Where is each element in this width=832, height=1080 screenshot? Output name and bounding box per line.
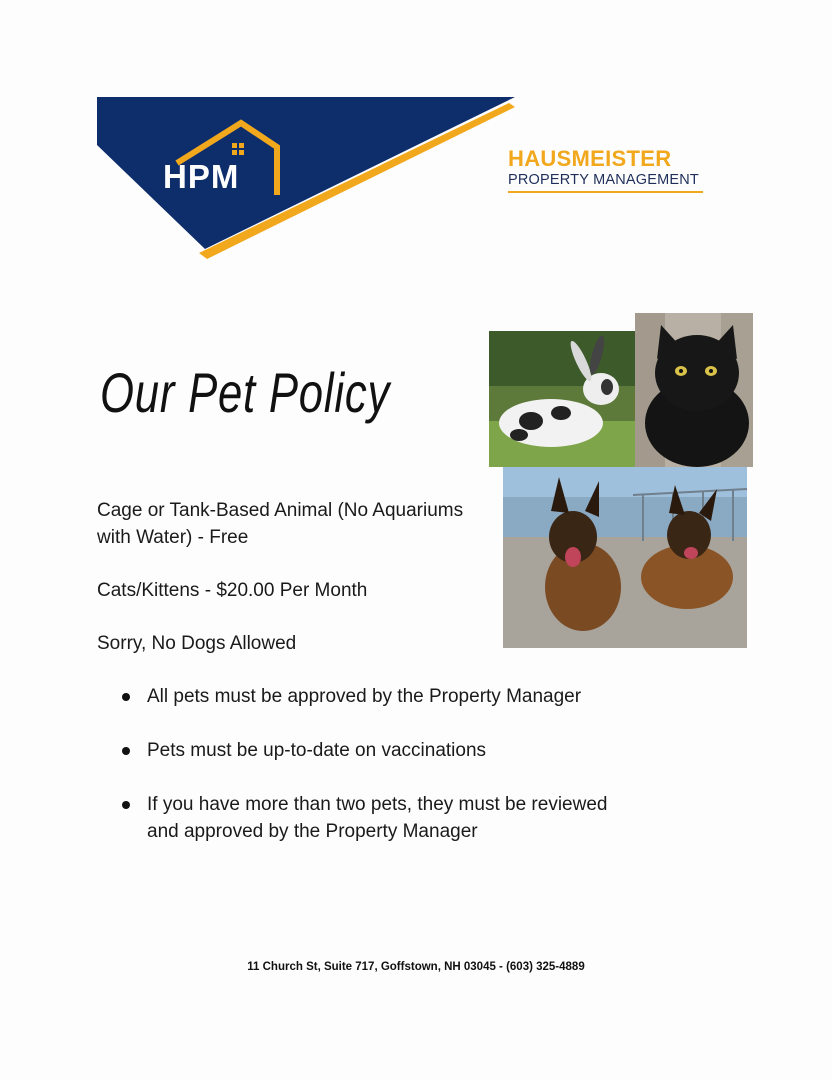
brand-name: HAUSMEISTER [508,146,672,171]
rabbit-photo [489,331,635,467]
policy-cats: Cats/Kittens - $20.00 Per Month [97,580,368,601]
policy-dogs: Sorry, No Dogs Allowed [97,633,297,654]
pet-rules-list [97,683,717,872]
logo-mark [163,159,239,195]
bullet-icon [122,747,130,755]
rule-text: If you have more than two pets, they must be reviewed and approved by the Property Manager [147,794,608,842]
black-cat-photo [635,313,753,467]
policy-caged-animals: Cage or Tank-Based Animal (No Aquariums with Water) - Free [97,500,464,548]
rule-text: All pets must be approved by the Property Manager [147,686,582,707]
rule-text: Pets must be up-to-date on vaccinations [147,740,487,761]
list-item [97,737,717,764]
footer-address: 11 Church St, Suite 717, Goffstown, NH 03045 - (603) 325-4889 [247,961,585,973]
two-german-shepherds-photo [503,467,747,648]
page-title: Our Pet Policy [100,361,391,424]
brand-underline [508,191,703,193]
bullet-icon [122,801,130,809]
list-item [97,683,717,710]
logo-mark-text: HPM [163,158,240,195]
brand-block [508,147,708,193]
brand-subtitle: PROPERTY MANAGEMENT [508,172,699,188]
bullet-icon [122,693,130,701]
list-item [97,791,717,845]
